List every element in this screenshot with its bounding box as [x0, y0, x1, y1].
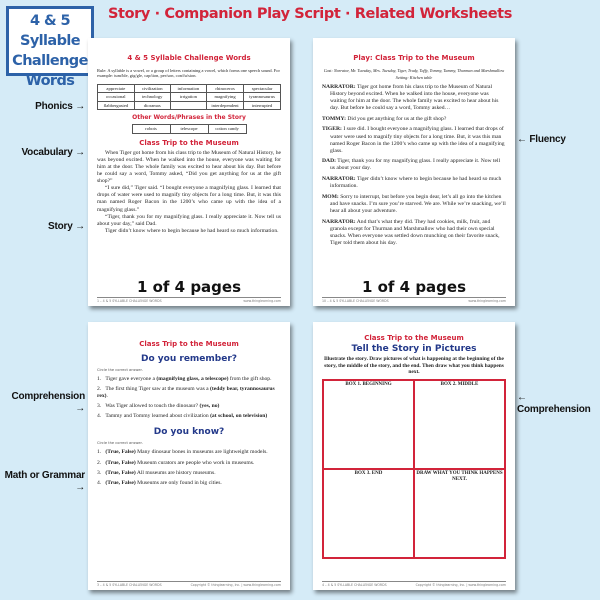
answer-options: (True, False): [105, 469, 136, 476]
question: [97, 376, 281, 383]
word-cell: appreciate: [98, 84, 135, 93]
footer-right: www.thinglearning.com: [468, 299, 506, 303]
table-row: [98, 101, 281, 110]
question: [97, 386, 281, 400]
word-cell: civilization: [134, 84, 170, 93]
footer-left: 10 – 4 & 5 SYLLABLE CHALLENGE WORDS: [322, 299, 389, 303]
label-comprehension-right: ← Comprehension: [517, 392, 591, 415]
line-text: Did you get anything for us at the gift shop?: [347, 115, 447, 122]
page-title: Class Trip to the Museum: [139, 340, 239, 348]
answer-options: (True, False): [105, 449, 136, 456]
question-text: from the gift shop.: [228, 376, 272, 382]
question-list: [97, 376, 281, 420]
badge-line: Words: [25, 73, 75, 89]
question: [97, 449, 281, 456]
question-text: Many dinosaur bones in museums are lightweight models.: [135, 449, 268, 456]
page-title: Class Trip to the Museum: [364, 334, 464, 342]
story-paragraph: Tiger didn’t know where to begin because he had heard so much information.: [105, 227, 279, 234]
story-paragraph: “I sure did,” Tiger said. “I bought everyone a magnifying glass. I learned that drops of water were used to magnify tiny objects for a long time. But, it was this man named Roger Bacon in the 1200’s who came up with the idea of a magnifying glass.”: [97, 185, 281, 213]
question-text: .: [106, 393, 108, 400]
table-row: [98, 93, 281, 102]
badge-line: 4 & 5 Syllable: [19, 13, 80, 49]
word-cell: magnifying: [206, 93, 243, 102]
page-footer: [322, 581, 506, 587]
answer-options: (teddy bear, tyrannosaurus rex): [97, 386, 275, 400]
answer-options: (magnifying glass, a telescope): [156, 376, 229, 382]
speaker: NARRATOR:: [322, 218, 356, 225]
question: [97, 470, 281, 477]
footer-right: Copyright © thinglearning, Inc. | www.thinglearning.com: [190, 583, 281, 587]
question-text: Museums are only found in big cities.: [135, 479, 222, 486]
section-title: Tell the Story in Pictures: [351, 344, 477, 354]
line-text: Tiger didn’t know where to begin because he had heard so much information.: [330, 176, 502, 190]
section-title: Do you know?: [153, 427, 225, 438]
footer-right: Copyright © thinglearning, Inc. | www.thinglearning.com: [415, 583, 506, 587]
rule-text: Rule: A syllable is a vowel, or a group of letters containing a vowel, which forms one speech sound. For example: tum/ble, gig/gle, cap/tion, per/son, con/fu/sion.: [97, 68, 280, 79]
word-cell: occasional: [98, 93, 135, 102]
footer-left: 1 – 4 & 5 SYLLABLE CHALLENGE WORDS: [97, 299, 162, 303]
word-cell: interrupted: [244, 101, 281, 110]
label-vocabulary: Vocabulary →: [21, 147, 85, 158]
speaker: NARRATOR:: [322, 84, 356, 90]
question-number: 2.: [97, 386, 102, 393]
page-comprehension: [88, 322, 290, 590]
question-number: 3.: [97, 403, 102, 410]
question-number: 1.: [97, 449, 102, 456]
question-text: Tammy and Tommy learned about civilization: [105, 413, 211, 420]
page-footer: [97, 581, 281, 587]
word-cell: interdependent: [206, 101, 243, 110]
instruction: Circle the correct answer.: [97, 441, 143, 446]
other-words-table: [132, 124, 247, 134]
page-play-script: [313, 38, 515, 306]
question-number: 3.: [97, 469, 102, 476]
question-number: 1.: [97, 376, 102, 382]
story-text: [97, 150, 281, 235]
play-lines: [322, 84, 506, 247]
word-cell: flabbergasted: [98, 101, 135, 110]
question-text: Was Tiger allowed to touch the dinosaur?: [105, 403, 200, 410]
instruction: Circle the correct answer.: [97, 368, 143, 372]
play-line: [322, 126, 506, 154]
word-cell: dioramas: [134, 101, 170, 110]
footer-right: www.thinglearning.com: [243, 299, 281, 303]
question-list: [97, 449, 281, 486]
drawing-box: BOX 3. END: [323, 469, 414, 558]
page-title: Play: Class Trip to the Museum: [353, 54, 475, 62]
play-line: [322, 84, 506, 112]
cast-text: Cast: Narrator, Mr. Tuesday, Mrs. Tuesday, Tiger, Trudy, Taffy, Tommy, Tammy, Thurman and Marshmallow: [323, 68, 505, 73]
play-line: [322, 116, 506, 123]
line-text: Tiger got home from his class trip to the Museum of Natural History beyond excited. When he walked into the house, everyone was waiting for him at the door. The whole family was excited to hear about his day. But before he could say a word, Tommy asked…: [330, 84, 499, 112]
line-text: And that’s what they did. They had cookies, milk, fruit, and granola except for Thurman and Marshmallow who had their own special snacks. When everyone was settled down munching on their favorite snack, Tiger told them about his day.: [330, 218, 500, 246]
other-words-title: Other Words/Phrases in the Story: [132, 114, 246, 122]
page-story-pictures: [313, 322, 515, 590]
speaker: TOMMY:: [322, 115, 346, 122]
drawing-box: DRAW WHAT YOU THINK HAPPENS NEXT.: [414, 469, 505, 558]
question-number: 4.: [97, 413, 102, 420]
drawing-box: BOX 1. BEGINNING: [323, 380, 414, 469]
question: [97, 403, 281, 410]
label-fluency: ← Fluency: [517, 134, 566, 145]
question: [97, 480, 281, 487]
drawing-box: BOX 2. MIDDLE: [414, 380, 505, 469]
question-text: Tiger gave everyone a: [105, 376, 157, 382]
page-count: 1 of 4 pages: [136, 278, 242, 296]
word-cell: technology: [134, 93, 170, 102]
question-text: Museum curators are people who work in museums.: [135, 459, 255, 466]
label-phonics: Phonics →: [35, 101, 85, 112]
speaker: NARRATOR:: [322, 176, 356, 183]
page-count: 1 of 4 pages: [361, 278, 467, 296]
setting-text: Setting: Kitchen table: [395, 75, 433, 80]
word-cell: [170, 101, 206, 110]
word-cell: rhinoceros: [206, 84, 243, 93]
play-line: [322, 219, 506, 247]
answer-options: (True, False): [105, 459, 136, 466]
drawing-grid: [322, 379, 506, 559]
line-text: Tiger, thank you for my magnifying glass. I really appreciate it. Now tell us about your day.: [330, 158, 501, 172]
speaker: DAD:: [322, 158, 336, 165]
word-cell: telescope: [170, 125, 208, 134]
question-text: The first thing Tiger saw at the museum was a: [105, 386, 211, 393]
question: [97, 413, 281, 420]
story-title: Class Trip to the Museum: [139, 138, 239, 147]
play-line: [322, 158, 506, 172]
word-cell: cotton candy: [208, 125, 246, 134]
answer-options: (yes, no): [199, 403, 220, 410]
play-line: [322, 194, 506, 215]
words-table: [97, 84, 281, 111]
question-number: 2.: [97, 459, 102, 466]
question: [97, 460, 281, 467]
question-number: 4.: [97, 479, 102, 486]
speaker: MOM:: [322, 193, 339, 200]
title-badge: [6, 6, 94, 89]
speaker: TIGER:: [322, 126, 342, 133]
footer-left: 3 – 4 & 5 SYLLABLE CHALLENGE WORDS: [97, 583, 162, 587]
line-text: Sorry to interrupt, but before you begin dear, let’s all go into the kitchen and have snacks. I’m sure you’re starved. We are. While we’re snacking, we’ll hear all about your adventure.: [330, 193, 506, 214]
page-footer: [97, 297, 281, 303]
headline: Story · Companion Play Script · Related Worksheets: [108, 6, 512, 22]
word-cell: information: [170, 84, 206, 93]
word-cell: spectacular: [244, 84, 281, 93]
section-title: Do you remember?: [141, 354, 237, 364]
page-footer: [322, 297, 506, 303]
play-line: [322, 176, 506, 190]
table-row: [98, 84, 281, 93]
answer-options: (True, False): [105, 479, 136, 486]
page-challenge-words: [88, 38, 290, 306]
badge-line: Challenge: [12, 53, 88, 69]
answer-options: (at school, on television): [210, 413, 268, 420]
label-math-grammar: Math or Grammar →: [4, 470, 85, 493]
line-text: I sure did. I bought everyone a magnifying glass. I learned that drops of water were used to magnify tiny objects for a long time. But, it was this man named Roger Bacon in the 1200’s who came up with the idea of a magnifying glass.: [330, 126, 505, 154]
story-paragraph: “Tiger, thank you for my magnifying glass. I really appreciate it. Now tell us about your day,” said Dad.: [97, 213, 281, 227]
word-cell: irrigation: [170, 93, 206, 102]
label-comprehension-left: Comprehension →: [11, 391, 85, 414]
page-title: 4 & 5 Syllable Challenge Words: [127, 54, 251, 62]
instruction: Illustrate the story. Draw pictures of what is happening at the beginning of the story, the middle of the story, and the end. Then draw what you think happens next.: [324, 356, 504, 376]
story-paragraph: When Tiger got home from his class trip to the Museum of Natural History, he was beyond excited. When he walked into the house, everyone was waiting for him at the door. The whole family was excited to hear about his day. But before he could say a word, Tommy asked, “Did you get anything for us at the gift shop?”: [97, 149, 281, 185]
word-cell: robots: [132, 125, 170, 134]
question-text: All museums are history museums.: [135, 469, 216, 476]
word-cell: tyrannosaurus: [244, 93, 281, 102]
label-story: Story →: [48, 221, 85, 232]
footer-left: 4 – 4 & 5 SYLLABLE CHALLENGE WORDS: [322, 583, 387, 587]
